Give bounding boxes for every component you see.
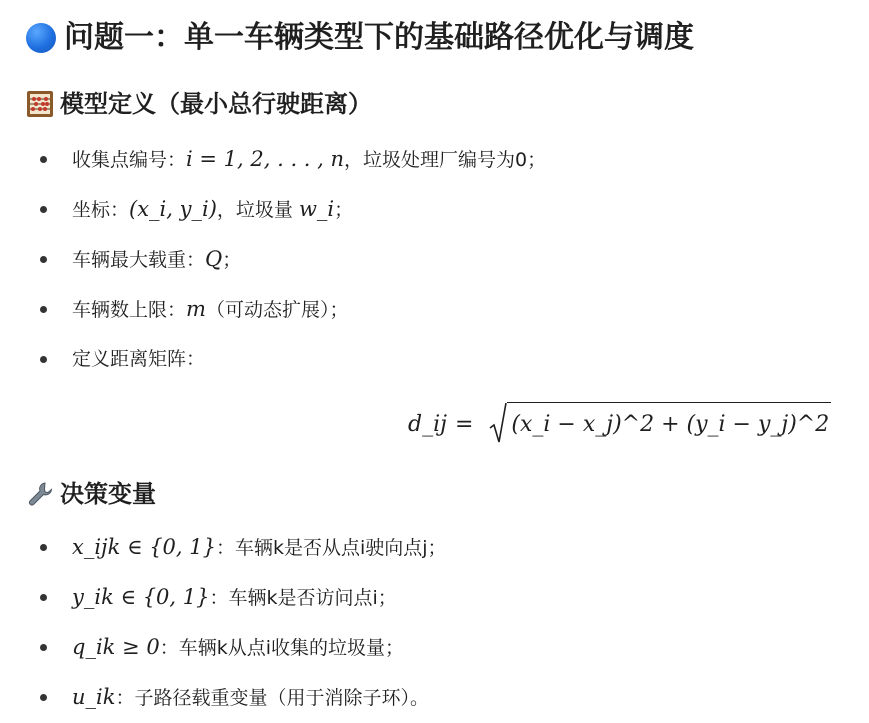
item-label: 收集点编号： [72,149,187,171]
item-text: ：车辆k从点i收集的垃圾量； [159,637,404,659]
item-label: 坐标： [72,199,130,221]
bullet-dot [40,256,47,263]
distance-formula [408,398,831,450]
item-label: 车辆数上限： [72,299,187,321]
math-expression: y_ik ∈ {0, 1} [72,585,210,609]
item-text: ：子路径载重变量（用于消除子环）。 [115,687,429,709]
list-item [40,284,546,334]
bullet-dot [40,544,47,551]
item-text: ：车辆k是否访问点i； [209,587,397,609]
decision-variable-list [40,522,447,722]
main-heading-text: 问题一：单一车辆类型下的基础路径优化与调度 [64,20,694,55]
list-item [40,184,546,234]
bullet-dot [40,156,47,163]
bullet-dot [40,694,47,701]
square-root [489,402,831,446]
decision-section-title [26,476,156,512]
item-text: ，垃圾处理厂编号为0； [344,149,547,171]
list-item [40,134,546,184]
item-label: 车辆最大载重： [72,249,206,271]
main-heading [26,14,694,62]
item-text: ； [222,249,242,271]
math-expression: Q [205,247,223,271]
equals-sign: = [454,411,474,437]
bullet-dot [40,356,47,363]
item-text: （可动态扩展）； [205,299,349,321]
math-expression: w_i [298,197,335,221]
list-item [40,572,447,622]
list-item [40,234,546,284]
item-text: ，垃圾量 [216,199,299,221]
bullet-dot [40,206,47,213]
item-text: ； [334,199,354,221]
wrench-icon [26,480,54,508]
abacus-icon [26,90,54,118]
model-section-title [26,86,372,122]
model-definition-list [40,134,546,384]
list-item [40,622,447,672]
math-expression: x_ijk ∈ {0, 1} [72,535,216,559]
list-item [40,672,447,722]
item-text: ：车辆k是否从点i驶向点j； [216,537,447,559]
math-expression: q_ik ≥ 0 [72,635,160,659]
model-section-title-text: 模型定义（最小总行驶距离） [60,90,372,118]
formula-lhs: d_ij [408,411,447,437]
list-item [40,334,546,384]
math-expression: (x_i, y_i) [129,197,217,221]
bullet-dot [40,306,47,313]
decision-section-title-text: 决策变量 [60,480,156,508]
math-expression: i = 1, 2, . . . , n [186,147,345,171]
math-expression: u_ik [72,685,116,709]
formula-rhs: (x_i − x_j)^2 + (y_i − y_j)^2 [507,402,831,446]
item-label: 定义距离矩阵： [72,348,206,370]
math-expression: m [186,297,206,321]
radical-sign-icon [489,402,507,446]
blue-circle-icon [26,23,56,53]
list-item [40,522,447,572]
bullet-dot [40,644,47,651]
bullet-dot [40,594,47,601]
